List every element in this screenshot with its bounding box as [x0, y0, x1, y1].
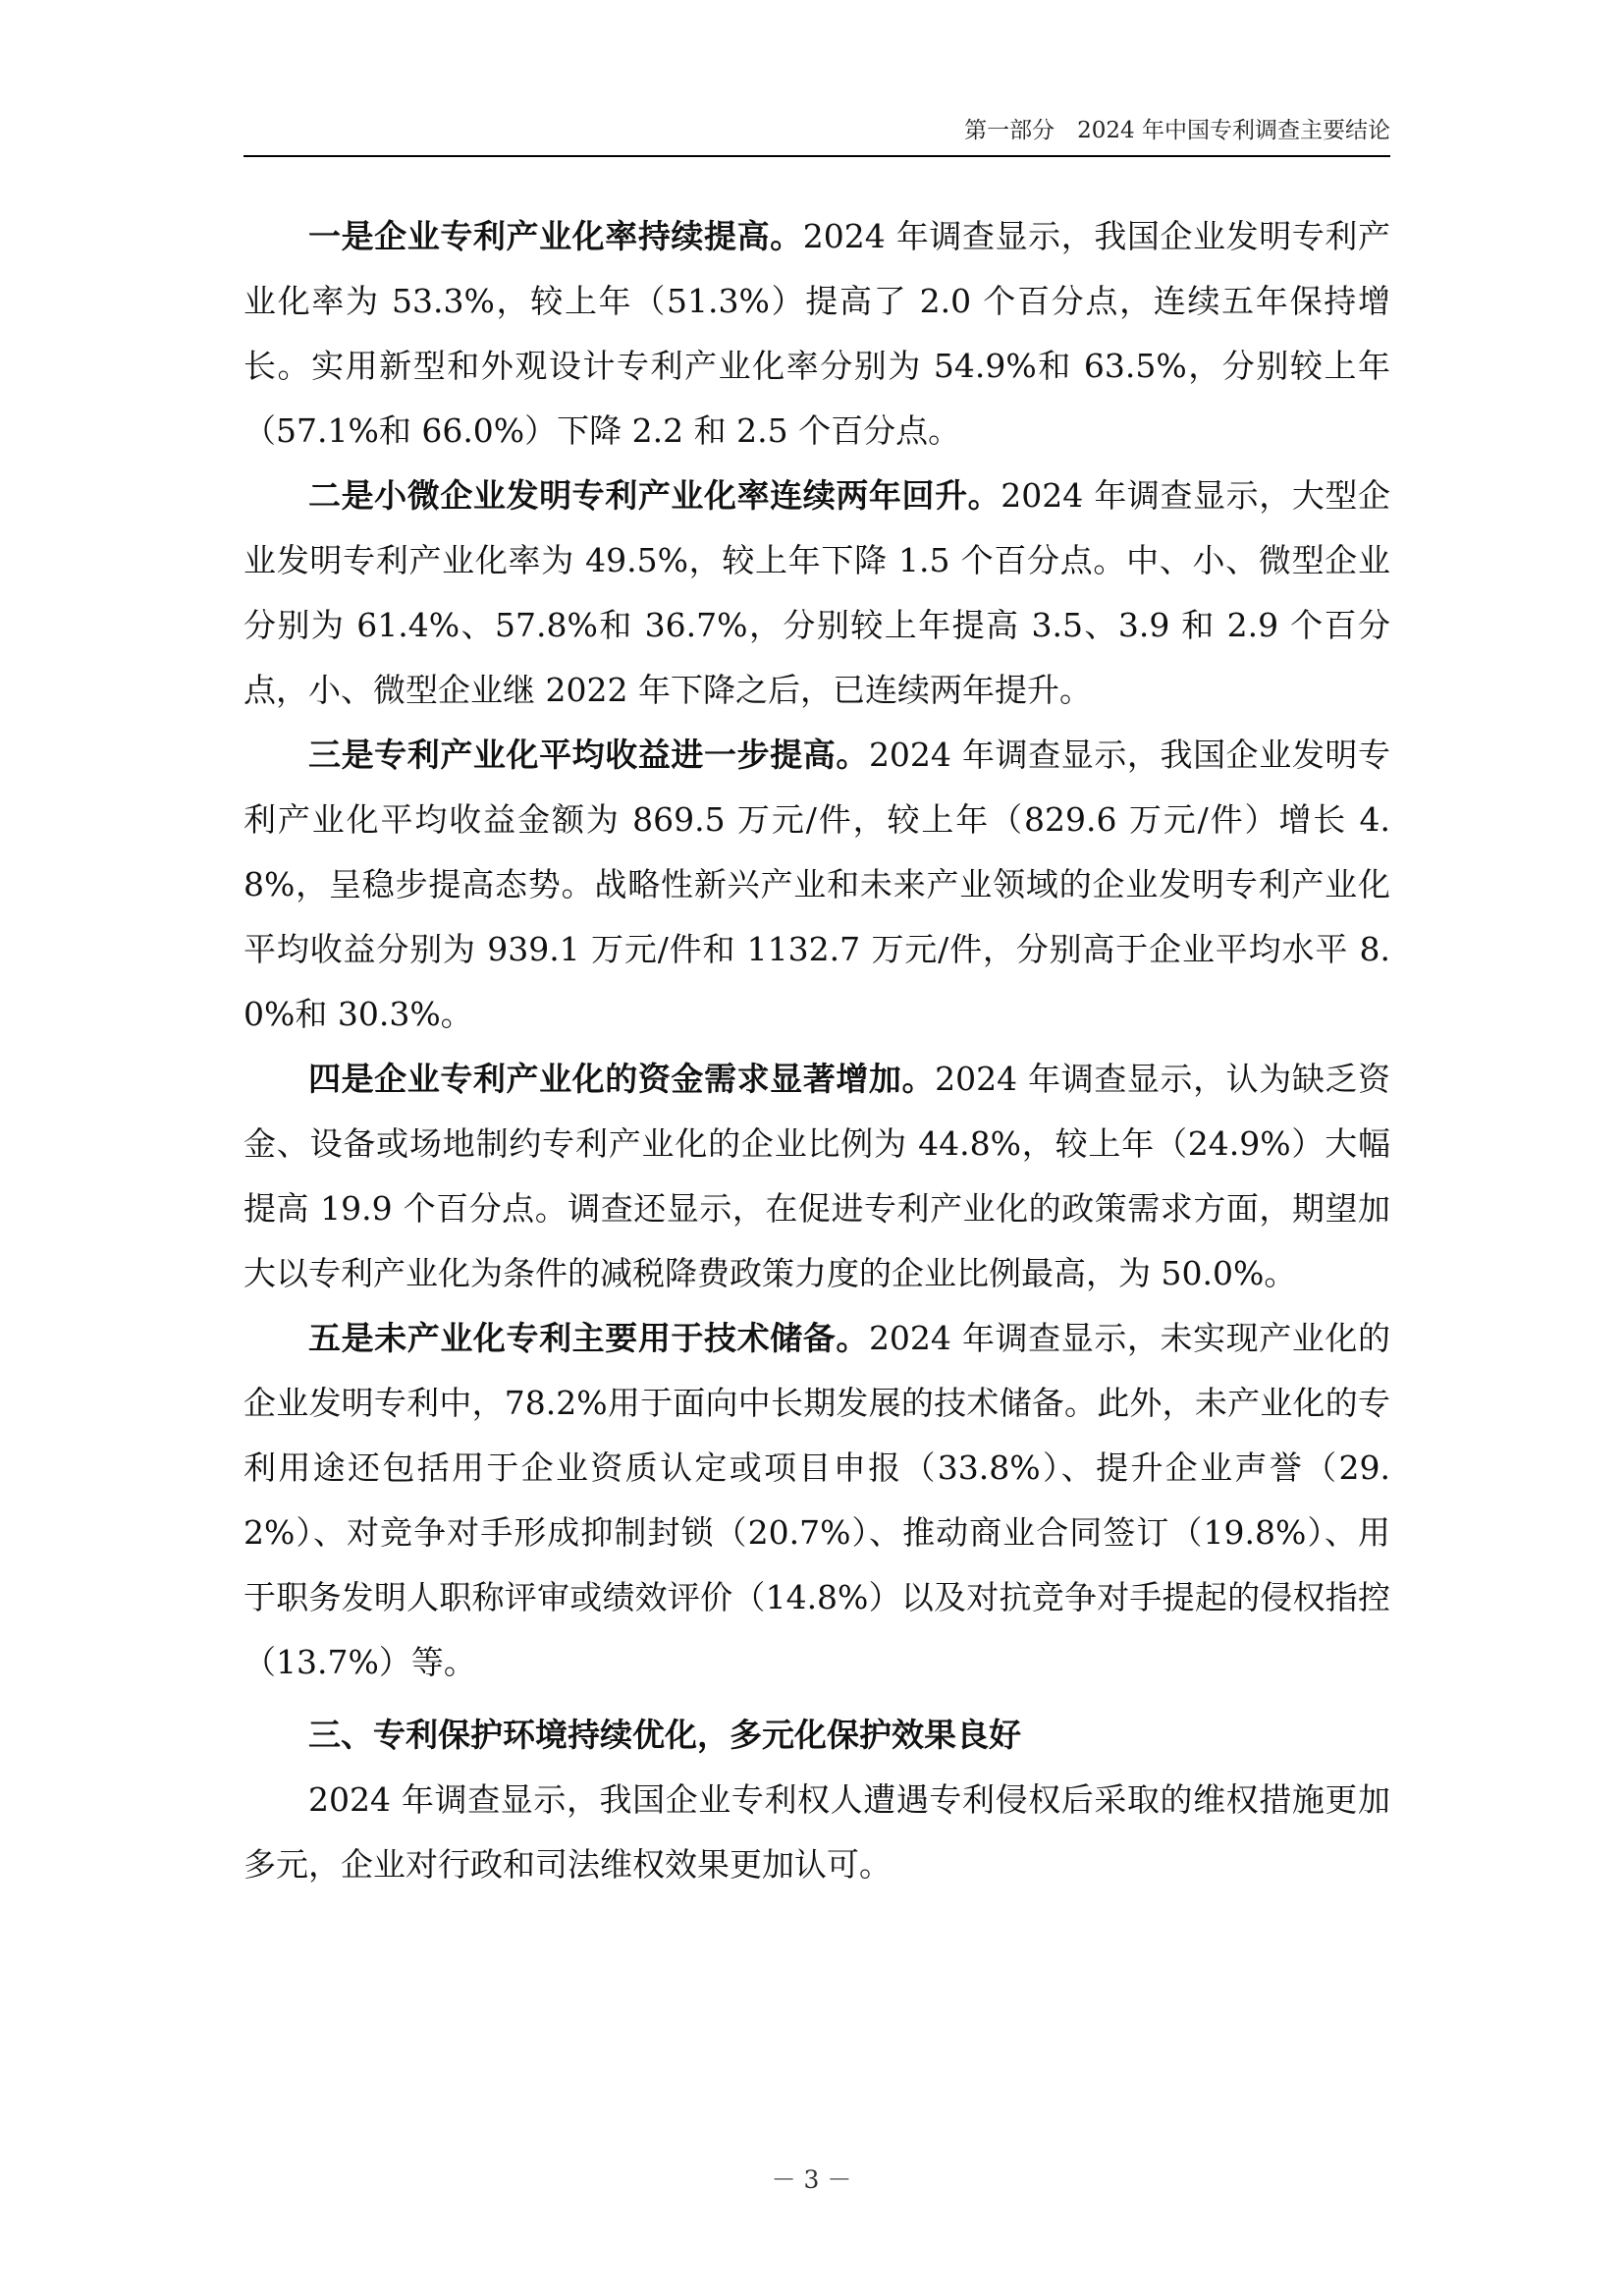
paragraph-2-body: 2024 年调查显示，大型企业发明专利产业化率为 49.5%，较上年下降 1.5 个百分点。中、小、微型企业分别为 61.4%、57.8%和 36.7%，分别较上年提高 3.5、3.9 和 2.9 个百分点，小、微型企业继 2022 年下降之后，已连续两年提升。	[243, 476, 1390, 709]
header-title: 第一部分 2024 年中国专利调查主要结论	[964, 118, 1390, 143]
paragraph-1-lead: 一是企业专利产业化率持续提高。	[308, 217, 803, 255]
paragraph-2-lead: 二是小微企业发明专利产业化率连续两年回升。	[308, 476, 1001, 515]
running-header	[243, 116, 1390, 157]
paragraph-3-lead: 三是专利产业化平均收益进一步提高。	[308, 736, 869, 774]
paragraph-3-body: 2024 年调查显示，我国企业发明专利产业化平均收益金额为 869.5 万元/件，较上年（829.6 万元/件）增长 4.8%，呈稳步提高态势。战略性新兴产业和未来产业领域的企业发明专利产业化平均收益分别为 939.1 万元/件和 1132.7 万元/件，分别高于企业平均水平 8.0%和 30.3%。	[243, 736, 1390, 1033]
paragraph-3	[243, 723, 1390, 1047]
section-paragraph: 2024 年调查显示，我国企业专利权人遭遇专利侵权后采取的维权措施更加多元，企业对行政和司法维权效果更加认可。	[243, 1780, 1390, 1884]
paragraph-4-lead: 四是企业专利产业化的资金需求显著增加。	[308, 1060, 936, 1098]
section-heading: 三、专利保护环境持续优化，多元化保护效果良好	[308, 1716, 1021, 1754]
paragraph-1	[243, 204, 1390, 464]
paragraph-1-body: 2024 年调查显示，我国企业发明专利产业化率为 53.3%，较上年（51.3%）提高了 2.0 个百分点，连续五年保持增长。实用新型和外观设计专利产业化率分别为 54.9%和 63.5%，分别较上年（57.1%和 66.0%）下降 2.2 和 2.5 个百分点。	[243, 217, 1390, 450]
paragraph-5-lead: 五是未产业化专利主要用于技术储备。	[308, 1319, 869, 1357]
paragraph-5	[243, 1306, 1390, 1695]
paragraph-5-body: 2024 年调查显示，未实现产业化的企业发明专利中，78.2%用于面向中长期发展的技术储备。此外，未产业化的专利用途还包括用于企业资质认定或项目申报（33.8%）、提升企业声誉（29.2%）、对竞争对手形成抑制封锁（20.7%）、推动商业合同签订（19.8%）、用于职务发明人职称评审或绩效评价（14.8%）以及对抗竞争对手提起的侵权指控（13.7%）等。	[243, 1319, 1390, 1681]
document-body	[243, 204, 1390, 1897]
paragraph-2	[243, 464, 1390, 723]
paragraph-4	[243, 1047, 1390, 1306]
paragraph-4-body: 2024 年调查显示，认为缺乏资金、设备或场地制约专利产业化的企业比例为 44.8%，较上年（24.9%）大幅提高 19.9 个百分点。调查还显示，在促进专利产业化的政策需求方面，期望加大以专利产业化为条件的减税降费政策力度的企业比例最高，为 50.0%。	[243, 1060, 1390, 1292]
page-number: － 3 －	[771, 2165, 852, 2194]
